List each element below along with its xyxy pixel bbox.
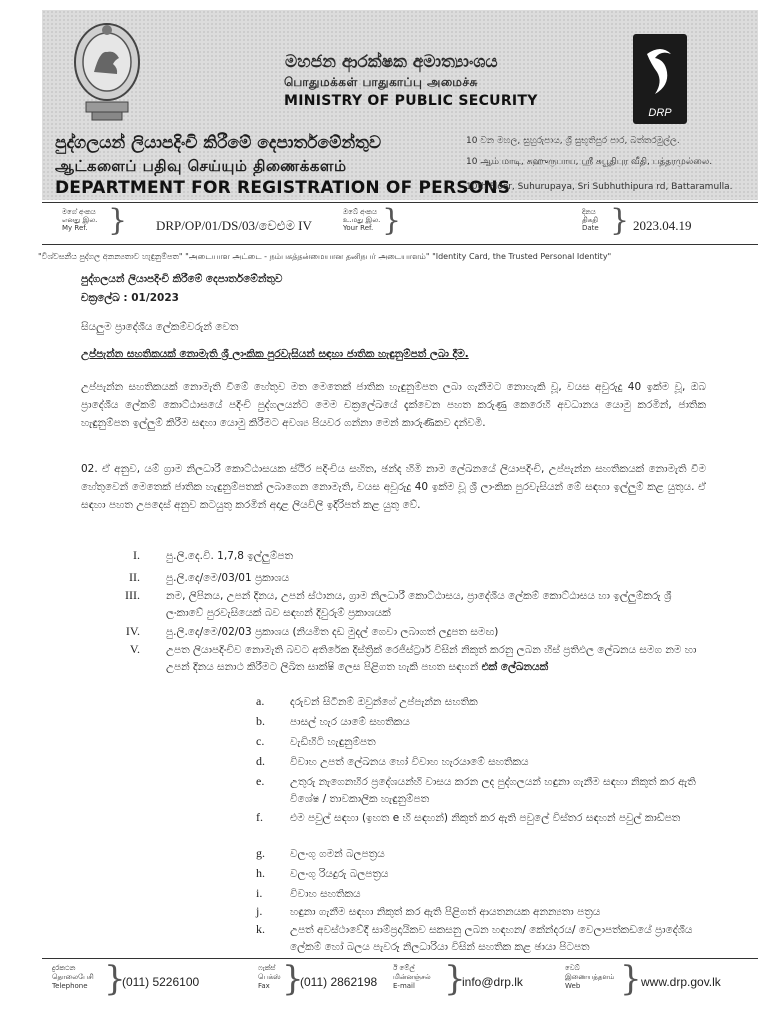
sub-list-item: වලංගු රියදුරු බලපත්‍රය [290, 868, 389, 880]
fax-number: (011) 2862198 [300, 975, 378, 989]
brace: } [620, 959, 642, 999]
address-sinhala: 10 වන මහල, සුහුරුපාය, ශ්‍රී සුභූතිපුර පාර, බත්තරමුල්ල. [466, 136, 680, 146]
my-ref-value: DRP/OP/01/DS/03/වෙළුම IV [156, 218, 312, 233]
brace: } [108, 203, 128, 238]
fax-label: ෆැක්ස් பெக்ஸ் Fax [258, 964, 281, 990]
sub-list-item: විවාහ උපත් ලේඛනය හෝ විවාහ හැරයාමේ සහතිකය [290, 756, 529, 768]
telephone-label: දුරකථන தொலைபேசி Telephone [52, 964, 94, 990]
sub-item-letter: a. [256, 694, 265, 708]
sub-item-letter: h. [256, 866, 265, 880]
your-ref-label: ඔබේ අංකය உ.மது இல. Your Ref. [343, 208, 381, 232]
circular-number: චක්‍රලේඛ : 01/2023 [81, 292, 179, 304]
sub-list-item: වලංගු ගමන් බලපත්‍රය [290, 848, 385, 860]
my-ref-label: මගේ අංකය எனது இல. My Ref. [62, 208, 98, 232]
brace: } [444, 959, 466, 999]
motto-line: "විශ්වසනීය පුද්ගල අනන්‍යතාව හැඳුනුම්පත" "அடையாள அட்டை - நம்பகத்தன்மையான தனிநபர் அடையாளம்" "Identity Card, the Trusted Personal Identity" [38, 252, 612, 261]
brace: } [282, 959, 304, 999]
paragraph-2: 02. ඒ අනුව, යම් ග්‍රාම නිලධාරී කොට්ඨාසයක ස්ථිර පදිංචිය සහිත, ඡන්ද හිමි නාම ලේඛනයේ ලියාපදිංචි, උප්පැන්න සහතිකයක් නොමැති වීම හේතුවෙන් මෙතෙක් ජාතික හැඳුනුම්පතක් ලබාගෙන නොමැති, වයස අවුරුදු 40 ඉක්ම වූ ශ්‍රී ලාංකික පුරවැසියන් මේ සඳහා ඉල්ලුම් කළ යුතුය. ඒ සඳහා පහත උපදෙස් අනුව කටයුතු කරමින් අදාළ ලියවිලි ඉදිරිපත් කළ යුතු වේ. [81, 463, 706, 511]
list-item-number: II. [129, 570, 140, 584]
paragraph-1: උප්පැන්න සහතිකයක් නොමැති වීමේ හේතුව මත මෙතෙක් ජාතික හැඳුනුම්පත ලබා ගැනීමට නොහැකි වූ, වයස අවුරුදු 40 ඉක්ම වූ, ඔබ ප්‍රාදේශීය ලේකම් කොට්ඨාසයේ පදිංචි පුද්ගලයන්ට මෙම චක්‍රලේඛයේ දැක්වෙන පහත කරුණු කෙරෙහි අවධානය යොමු කරමින්, ජාතික හැඳුනුම්පත ඉල්ලුම් කිරීම සඳහා යොමු කිරීමට අවශ්‍ය පියවර ගන්නා මෙන් කාරුණිකව දන්වමි. [81, 381, 706, 429]
email-link[interactable]: info@drp.lk [462, 975, 523, 989]
sub-list-item: එම පවුල් සඳහා (ඉහත e හි සඳහන්) නිකුත් කර ඇති පවුලේ විස්තර සඳහන් පවුල් කාඩ්පත [290, 812, 681, 824]
department-name-sinhala: පුද්ගලයන් ලියාපදිංචි කිරීමේ දෙපාර්තමේන්තුව [55, 133, 382, 153]
drp-logo-text: DRP [648, 107, 672, 119]
sub-list-item: උතුරු නැගෙනහිර ප්‍රදේශයන්හි වාසය කරන ලද පුද්ගලයන් හඳුනා ගැනීම සඳහා නිකුත් කර ඇති විශේෂ / තාවකාලික හැඳුනුම්පත [290, 776, 696, 805]
list-item-number: V. [129, 642, 140, 656]
sub-list-item: හඳුනා ගැනීම සඳහා නිකුත් කර ඇති පිළිගත් ආයතනයක අනන්‍යතා පත්‍රය [290, 906, 601, 918]
list-item-number: I. [133, 548, 140, 562]
address-english: 10th Floor, Suhurupaya, Sri Subhuthipura rd, Battaramulla. [466, 182, 733, 192]
email-label: ඊ මේල් மின்னஞ்சல் E-mail [393, 964, 431, 990]
list-item-number: IV. [125, 624, 140, 638]
list-item: පු.ලි.දෙ/මෙ/03/01 ප්‍රකාශය [166, 572, 290, 584]
sub-list-item: වැඩිහිටි හැඳුනුම්පත [290, 736, 376, 748]
ministry-name-tamil: பொதுமக்கள் பாதுகாப்பு அமைச்சு [284, 75, 478, 89]
sub-item-letter: k. [256, 922, 265, 936]
department-name-english: DEPARTMENT FOR REGISTRATION OF PERSONS [55, 178, 511, 198]
list-item: පු.ලි.දෙ.වි. 1,7,8 ඉල්ලුම්පත [166, 550, 294, 562]
department-name-tamil: ஆட்களைப் பதிவு செய்யும் திணைக்களம் [55, 157, 347, 175]
web-label: වෙබ් இணையத்தளம் Web [565, 964, 615, 990]
list-item: උපත ලියාපදිංචිව නොමැති බවට අතිරේක දිස්ත්‍රික් රෙජිස්ට්‍රාර් විසින් නිකුත් කරනු ලබන හිස් ප්‍රතිඵල ලේඛනය සමග නම හා උපන් දිනය සනාථ කිරීමට ලිඛිත සාක්ෂි ලෙස පිළිගත හැකි පහත සඳහන් එක් ලේඛනයක් [166, 644, 697, 673]
sub-item-letter: j. [256, 904, 263, 918]
brace: } [104, 959, 126, 999]
body-department: පුද්ගලයන් ලියාපදිංචි කිරීමේ දෙපාර්තමේන්තුව [81, 273, 283, 285]
divider [42, 244, 758, 245]
ministry-name-english: MINISTRY OF PUBLIC SECURITY [284, 93, 538, 109]
subject-line: උප්පැන්න සහතිකයක් නොමැති ශ්‍රී ලාංකික පුරවැසියන් සඳහා ජාතික හැඳුනුම්පත් ලබා දීම. [81, 348, 469, 360]
sub-item-letter: i. [256, 886, 263, 900]
list-item: පු.ලි.දෙ/මෙ/02/03 ප්‍රකාශය (නියමිත දඩ මුදල් ගෙවා ලබාගත් ලදුපත සමඟ) [166, 626, 499, 638]
sub-list-item: දරුවන් සිටීනම් ඔවුන්ගේ උප්පැන්න සහතික [290, 696, 478, 708]
sub-item-letter: g. [256, 846, 265, 860]
address-tamil: 10 ஆம் மாடி, சுஹுருபாய, ஸ்ரீ சுபூதிபுர வீதி, பத்தரமுல்லை. [466, 157, 713, 167]
sub-item-letter: e. [256, 774, 265, 788]
sub-item-letter: c. [256, 734, 265, 748]
date-value: 2023.04.19 [633, 218, 692, 233]
emphasis-text: එක් ලේඛනයක් [481, 661, 549, 673]
list-item: නම, ලිපිනය, උපන් දිනය, උපන් ස්ථානය, ග්‍රාම නිලධාරී කොට්ඨාසය, ප්‍රාදේශීය ලේකම් කොට්ඨාසය හා ඉල්ලුම්කරු ශ්‍රී ලංකාවේ පුරවැසියෙක් බව සඳහන් දිවුරුම් ප්‍රකාශයක් [166, 590, 672, 619]
sub-item-letter: b. [256, 714, 265, 728]
date-label: දිනය திகதி Date [582, 208, 599, 232]
drp-logo [633, 34, 687, 124]
list-item-number: III. [125, 588, 140, 602]
sub-list-item: විවාහ සහතිකය [290, 888, 361, 900]
sub-list-item: උපත් අවස්ථාවේදී සාම්ප්‍රදායිකව සකසනු ලබන හඳහන/ කේන්දරය/ වෙලාපත්කඩයේ ප්‍රාදේශීය ලේකම් හෝ බලය පැවරූ නිලධාරියා විසින් සහතික කළ ඡායා පිටපත [290, 924, 693, 953]
telephone-number: (011) 5226100 [122, 975, 200, 989]
national-emblem [72, 20, 142, 125]
sub-item-letter: d. [256, 754, 265, 768]
sub-item-letter: f. [256, 810, 263, 824]
brace: } [610, 203, 630, 238]
sub-list-item: පාසල් හැර යාමේ සහතිකය [290, 716, 410, 728]
website-link[interactable]: www.drp.gov.lk [641, 975, 721, 989]
brace: } [382, 203, 402, 238]
salutation: සියලුම ප්‍රාදේශීය ලේකම්වරුන් වෙත [81, 321, 239, 333]
ministry-name-sinhala: මහජන ආරක්ෂක අමාත්‍යාංශය [285, 52, 498, 72]
footer-divider [42, 958, 758, 959]
